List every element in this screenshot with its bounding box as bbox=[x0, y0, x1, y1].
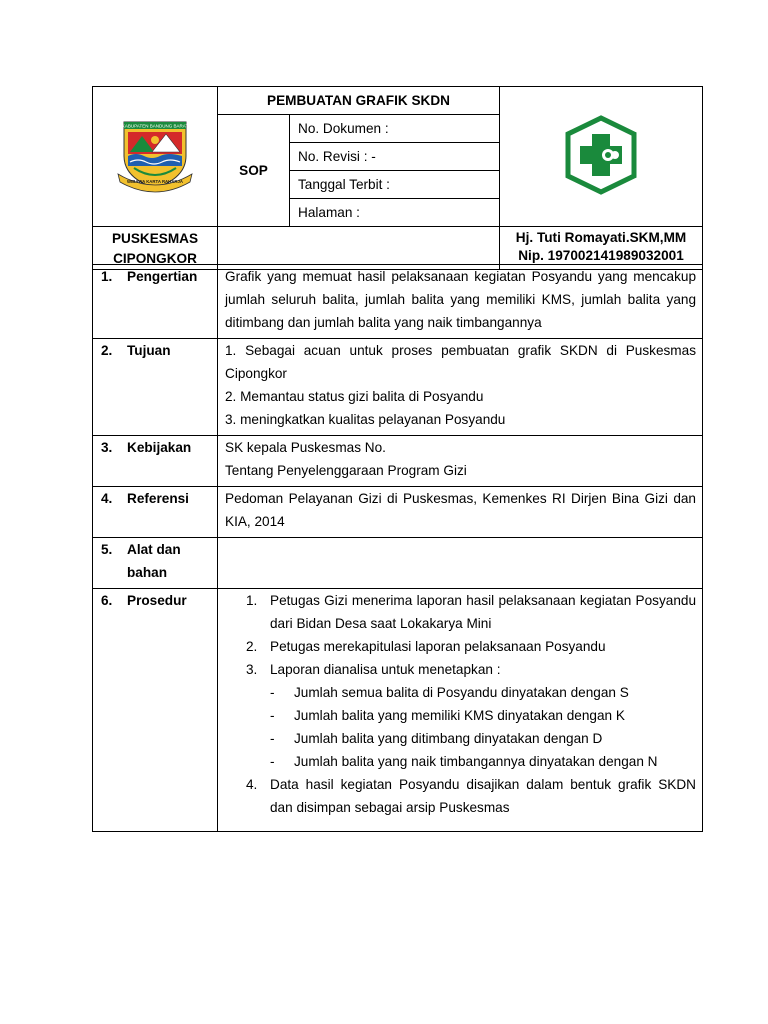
no-dokumen-field: No. Dokumen : bbox=[290, 115, 500, 143]
section-num: 6. bbox=[101, 593, 113, 608]
puskesmas-cross-icon bbox=[560, 114, 642, 196]
section-label: Kebijakan bbox=[127, 440, 192, 455]
section-num: 5. bbox=[101, 542, 113, 557]
section-num: 4. bbox=[101, 491, 113, 506]
section-line: Tentang Penyelenggaraan Program Gizi bbox=[225, 463, 467, 478]
sub-item: - Jumlah balita yang memiliki KMS dinyatakan dengan K bbox=[270, 708, 625, 723]
halaman-field: Halaman : bbox=[290, 199, 500, 227]
section-num: 1. bbox=[101, 269, 113, 284]
section-line: 2. Memantau status gizi balita di Posyandu bbox=[225, 389, 484, 404]
left-logo-cell bbox=[93, 87, 218, 227]
section-text: Pedoman Pelayanan Gizi di Puskesmas, Kemenkes RI Dirjen Bina Gizi dan KIA, 2014 bbox=[225, 491, 696, 529]
sub-item: - Jumlah balita yang naik timbangannya dinyatakan dengan N bbox=[270, 754, 658, 769]
signer-nip: Nip. 197002141989032001 bbox=[518, 248, 684, 263]
content-table bbox=[92, 264, 703, 832]
section-referensi bbox=[93, 487, 703, 538]
header-table bbox=[92, 86, 703, 270]
procedure-list bbox=[218, 589, 696, 827]
no-revisi-field: No. Revisi : - bbox=[290, 143, 500, 171]
section-label: Referensi bbox=[127, 491, 189, 506]
section-num: 2. bbox=[101, 343, 113, 358]
kabupaten-logo-icon bbox=[116, 116, 194, 194]
section-line: SK kepala Puskesmas No. bbox=[225, 440, 386, 455]
section-prosedur bbox=[93, 589, 703, 832]
procedure-sublist bbox=[218, 681, 696, 773]
sop-label: SOP bbox=[218, 115, 290, 227]
procedure-step: 3. Laporan dianalisa untuk menetapkan : bbox=[246, 662, 501, 677]
procedure-step: 4. Data hasil kegiatan Posyandu disajikan dalam bentuk grafik SKDN dan disimpan sebagai arsip Puskesmas bbox=[246, 777, 696, 815]
section-label: Tujuan bbox=[127, 343, 171, 358]
section-tujuan bbox=[93, 339, 703, 436]
svg-text:KABUPATEN BANDUNG BARAT: KABUPATEN BANDUNG BARAT bbox=[121, 123, 189, 129]
section-text: Grafik yang memuat hasil pelaksanaan kegiatan Posyandu yang mencakup jumlah seluruh balita, jumlah balita yang memiliki KMS, jumlah balita yang ditimbang dan jumlah balita yang naik timbangannya bbox=[225, 269, 696, 330]
org-line-1: PUSKESMAS bbox=[111, 231, 199, 246]
right-logo-cell bbox=[500, 87, 703, 227]
section-label: Alat dan bahan bbox=[127, 542, 181, 580]
org-line-2: CIPONGKOR bbox=[113, 251, 197, 266]
section-pengertian bbox=[93, 265, 703, 339]
procedure-step: 1. Petugas Gizi menerima laporan hasil pelaksanaan kegiatan Posyandu dari Bidan Desa saat Lokakarya Mini bbox=[246, 593, 696, 631]
section-label: Prosedur bbox=[127, 593, 187, 608]
sub-item: - Jumlah balita yang ditimbang dinyatakan dengan D bbox=[270, 731, 603, 746]
section-label: Pengertian bbox=[127, 269, 198, 284]
svg-text:WIBAWA KARTA RAHARJA: WIBAWA KARTA RAHARJA bbox=[127, 179, 183, 184]
section-line: 3. meningkatkan kualitas pelayanan Posyandu bbox=[225, 412, 506, 427]
tanggal-terbit-field: Tanggal Terbit : bbox=[290, 171, 500, 199]
section-line: 1. Sebagai acuan untuk proses pembuatan grafik SKDN di Puskesmas Cipongkor bbox=[225, 343, 696, 381]
procedure-step: 2. Petugas merekapitulasi laporan pelaksanaan Posyandu bbox=[246, 639, 606, 654]
signer-name: Hj. Tuti Romayati.SKM,MM bbox=[515, 230, 687, 245]
sub-item: - Jumlah semua balita di Posyandu dinyatakan dengan S bbox=[270, 685, 629, 700]
section-num: 3. bbox=[101, 440, 113, 455]
section-alat-bahan bbox=[93, 538, 703, 589]
document-title: PEMBUATAN GRAFIK SKDN bbox=[218, 87, 500, 115]
section-kebijakan bbox=[93, 436, 703, 487]
